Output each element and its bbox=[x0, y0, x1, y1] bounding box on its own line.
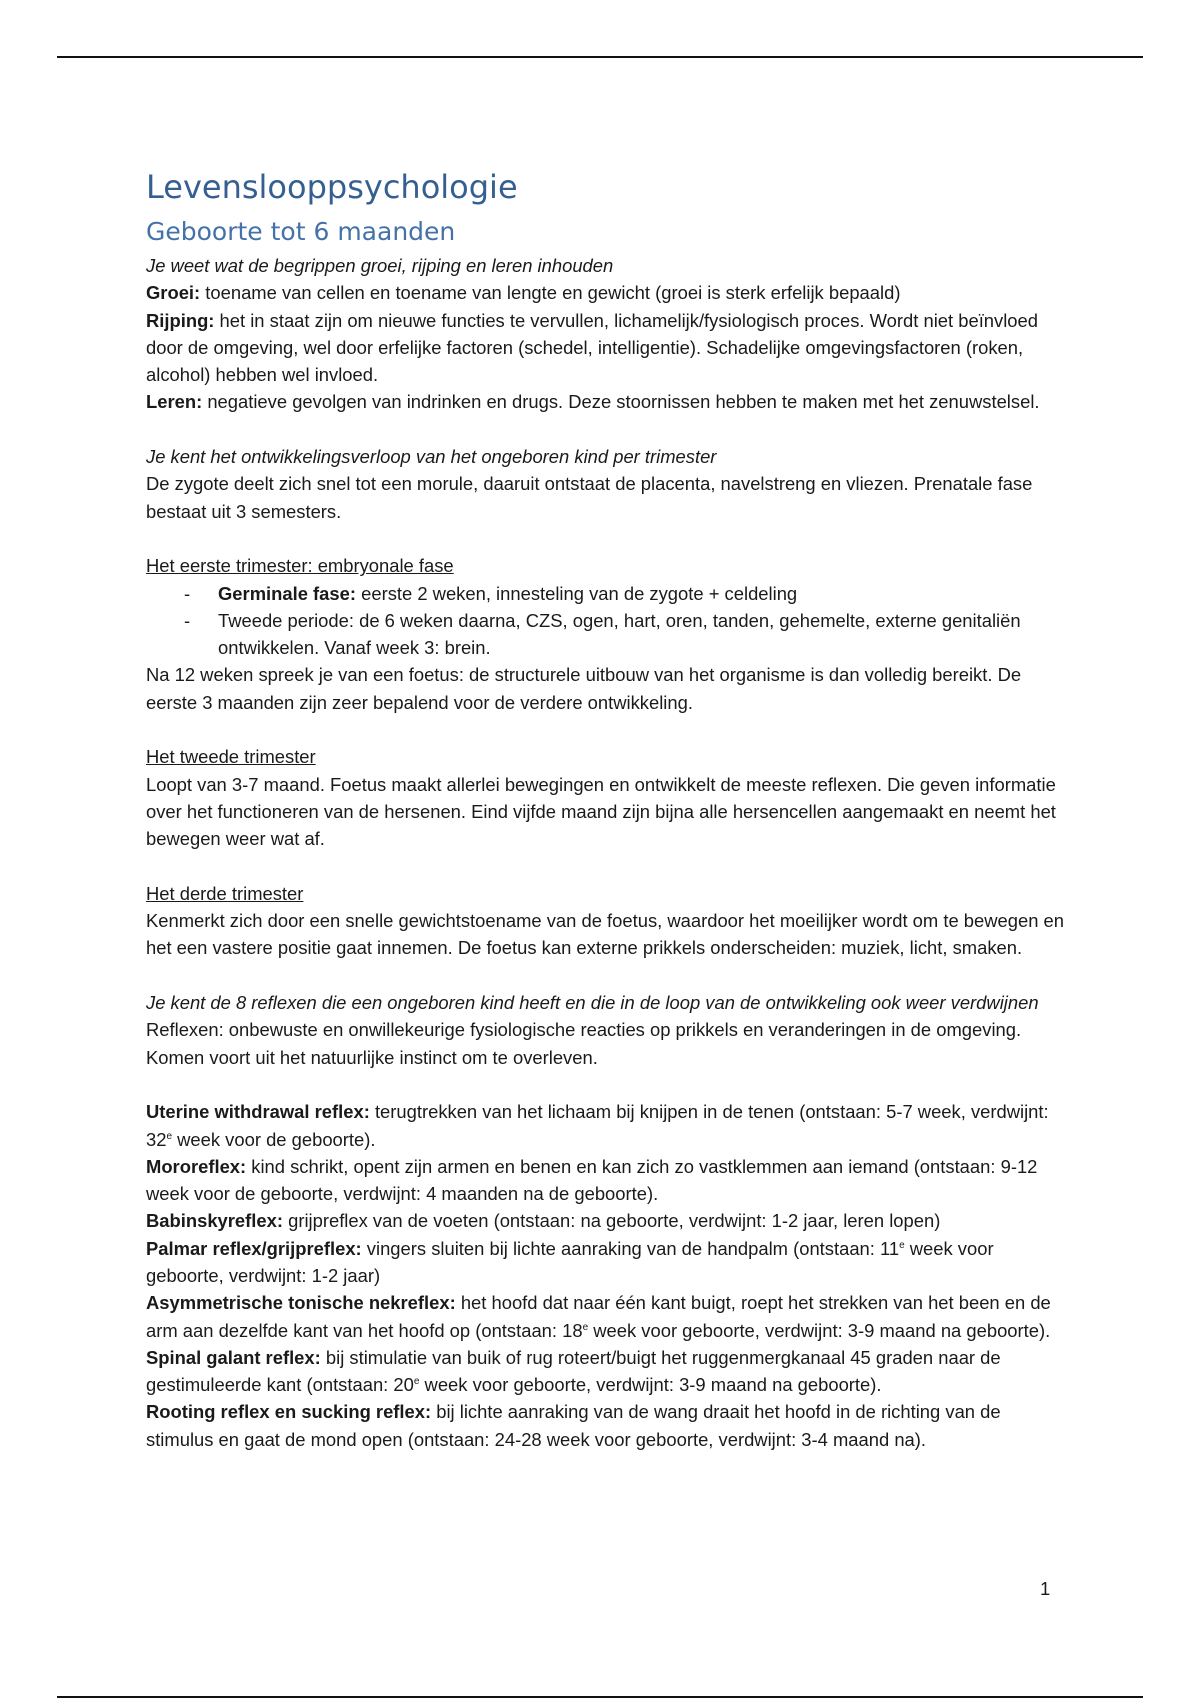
learning-goal-heading: Je kent de 8 reflexen die een ongeboren kind heeft en die in de loop van de ontwikkeling ook weer verdwijnen bbox=[146, 992, 1039, 1014]
reflex-text: week voor geboorte, verdwijnt: 3-9 maand na geboorte). bbox=[419, 1374, 882, 1396]
superscript: e bbox=[899, 1239, 905, 1251]
reflex-term: Palmar reflex/grijpreflex: bbox=[146, 1237, 362, 1259]
trimester-heading: Het derde trimester bbox=[146, 882, 304, 904]
bullet-list bbox=[146, 580, 1066, 662]
section-subtitle: Geboorte tot 6 maanden bbox=[146, 217, 456, 246]
definition-groei bbox=[146, 279, 1066, 306]
reflex-text: bij stimulatie van buik of rug roteert/buigt het ruggenmergkanaal 45 graden naar de gestimuleerde kant (ontstaan: 20 bbox=[146, 1346, 1001, 1396]
paragraph: Loopt van 3-7 maand. Foetus maakt allerlei bewegingen en ontwikkelt de meeste reflexen. Die geven informatie over het functioneren van de hersenen. Eind vijfde maand zijn bijna alle hersencellen aangemaakt en neemt het bewegen weer wat af. bbox=[146, 773, 1056, 850]
superscript: e bbox=[413, 1376, 420, 1388]
list-item-text: eerste 2 weken, innesteling van de zygote + celdeling bbox=[356, 582, 798, 604]
reflex-text: bij lichte aanraking van de wang draait het hoofd in de richting van de stimulus en gaat de mond open (ontstaan: 24-28 week voor geboorte, verdwijnt: 3-4 maand na). bbox=[146, 1401, 1001, 1450]
reflex-entry bbox=[146, 1398, 1066, 1453]
superscript: e bbox=[166, 1130, 173, 1142]
page-number: 1 bbox=[1040, 1578, 1051, 1599]
reflex-term: Babinskyreflex: bbox=[146, 1210, 283, 1232]
superscript: e bbox=[582, 1321, 589, 1333]
paragraph: De zygote deelt zich snel tot een morule, daaruit ontstaat de placenta, navelstreng en vliezen. Prenatale fase bestaat uit 3 semesters. bbox=[146, 473, 1033, 522]
paragraph: Na 12 weken spreek je van een foetus: de structurele uitbouw van het organisme is dan volledig bereikt. De eerste 3 maanden zijn zeer bepalend voor de verdere ontwikkeling. bbox=[146, 664, 1022, 713]
learning-goal-heading: Je kent het ontwikkelingsverloop van het ongeboren kind per trimester bbox=[146, 446, 717, 468]
reflex-term: Rooting reflex en sucking reflex: bbox=[146, 1401, 432, 1423]
reflex-term: Mororeflex: bbox=[146, 1155, 247, 1177]
definition-text: het in staat zijn om nieuwe functies te vervullen, lichamelijk/fysiologisch proces. Wordt niet beïnvloed door de omgeving, wel door erfelijke factoren (schedel, intelligentie). Schadelijke omgevingsfactoren (roken, alcohol) hebben wel invloed. bbox=[146, 309, 1038, 386]
reflex-text: het hoofd dat naar één kant buigt, roept het strekken van het been en de arm aan dezelfde kant van het hoofd op (ontstaan: 18 bbox=[146, 1292, 1051, 1341]
document-title: Levenslooppsychologie bbox=[146, 168, 518, 206]
reflex-term: Uterine withdrawal reflex: bbox=[146, 1101, 370, 1123]
reflex-entry bbox=[146, 1153, 1066, 1208]
paragraph: Kenmerkt zich door een snelle gewichtstoename van de foetus, waardoor het moeilijker wordt om te bewegen en het een vastere positie gaat innemen. De foetus kan externe prikkels onderscheiden: muziek, licht, smaken. bbox=[146, 910, 1064, 959]
reflex-text: kind schrikt, opent zijn armen en benen en kan zich zo vastklemmen aan iemand (ontstaan: 9-12 week voor de geboorte, verdwijnt: 4 maanden na de geboorte). bbox=[146, 1155, 1038, 1205]
reflex-text: week voor de geboorte). bbox=[172, 1128, 376, 1150]
term-germinale-fase: Germinale fase: bbox=[218, 582, 356, 604]
definition-leren bbox=[146, 388, 1066, 415]
list-item: - Germinale fase: eerste 2 weken, innesteling van de zygote + celdeling bbox=[184, 582, 798, 604]
reflex-entry bbox=[146, 1289, 1066, 1344]
reflex-text: vingers sluiten bij lichte aanraking van de handpalm (ontstaan: 11 bbox=[361, 1237, 900, 1259]
term-rijping: Rijping: bbox=[146, 309, 215, 331]
trimester-heading: Het tweede trimester bbox=[146, 746, 316, 768]
definition-rijping bbox=[146, 307, 1066, 389]
definition-text: negatieve gevolgen van indrinken en drugs. Deze stoornissen hebben te maken met het zenuwstelsel. bbox=[202, 391, 1040, 413]
reflex-entry bbox=[146, 1235, 1066, 1290]
reflex-entry bbox=[146, 1344, 1066, 1399]
paragraph: Reflexen: onbewuste en onwillekeurige fysiologische reacties op prikkels en veranderingen in de omgeving. Komen voort uit het natuurlijke instinct om te overleven. bbox=[146, 1019, 1022, 1068]
trimester-heading: Het eerste trimester: embryonale fase bbox=[146, 555, 454, 577]
reflex-text: terugtrekken van het lichaam bij knijpen in de tenen (ontstaan: 5-7 week, verdwijnt: 32 bbox=[146, 1101, 1049, 1150]
term-leren: Leren: bbox=[146, 391, 203, 413]
header-rule bbox=[57, 56, 1143, 58]
definition-text: toename van cellen en toename van lengte en gewicht (groei is sterk erfelijk bepaald) bbox=[200, 282, 901, 304]
reflex-text: grijpreflex van de voeten (ontstaan: na geboorte, verdwijnt: 1-2 jaar, leren lopen) bbox=[282, 1210, 941, 1232]
reflex-entry bbox=[146, 1207, 1066, 1234]
document-body bbox=[146, 166, 1066, 1453]
reflex-entry bbox=[146, 1098, 1066, 1153]
footer-rule bbox=[57, 1696, 1143, 1698]
learning-goal-heading: Je weet wat de begrippen groei, rijping en leren inhouden bbox=[146, 255, 614, 276]
reflex-text: week voor geboorte, verdwijnt: 3-9 maand na geboorte). bbox=[588, 1319, 1051, 1341]
list-item: - Tweede periode: de 6 weken daarna, CZS, ogen, hart, oren, tanden, gehemelte, externe genitaliën ontwikkelen. Vanaf week 3: brein. bbox=[184, 609, 1021, 659]
reflex-text: week voor geboorte, verdwijnt: 1-2 jaar) bbox=[146, 1237, 994, 1286]
reflex-term: Asymmetrische tonische nekreflex: bbox=[146, 1292, 456, 1314]
reflex-term: Spinal galant reflex: bbox=[146, 1346, 321, 1368]
term-groei: Groei: bbox=[146, 282, 201, 304]
list-item-text: Tweede periode: de 6 weken daarna, CZS, ogen, hart, oren, tanden, gehemelte, externe genitaliën ontwikkelen. Vanaf week 3: brein. bbox=[218, 609, 1021, 659]
